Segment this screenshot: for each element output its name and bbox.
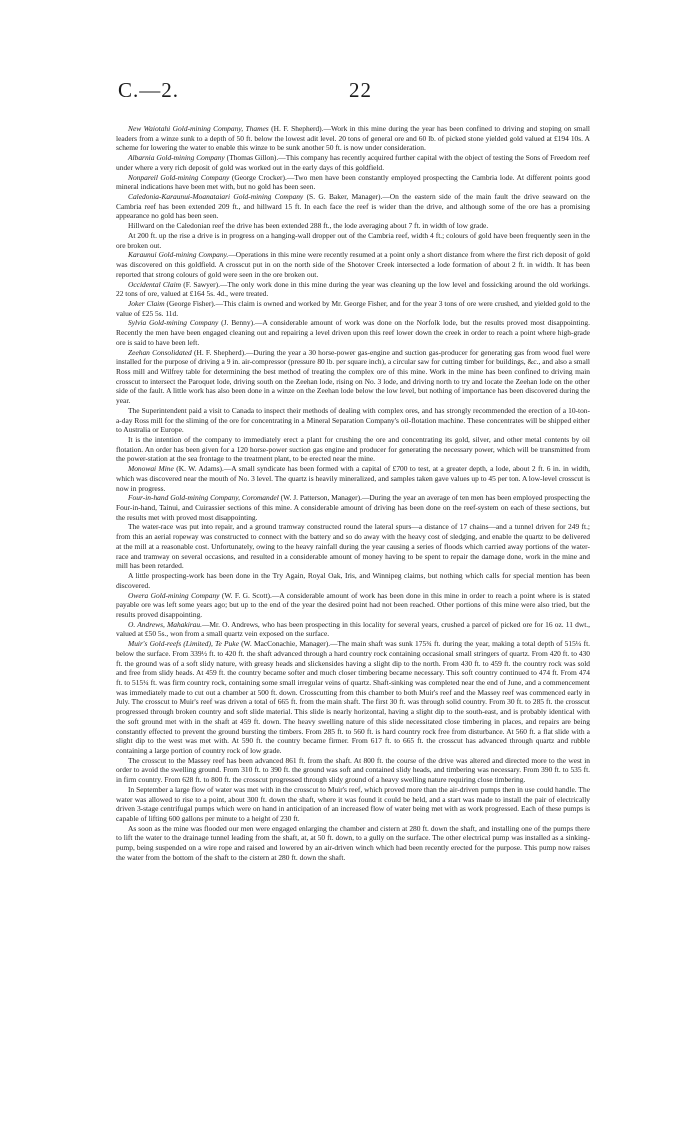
company-name: Karaunui Gold-mining Company.: [128, 250, 229, 260]
paragraph: [116, 250, 590, 279]
paragraph-text: In September a large flow of water was met with in the crosscut to Muir's reef, which proved more than the air-driven pumps then in use could handle. The water was allowed to rise to a point, about 300 ft. down the shaft, where it was found it could be held, and a start was made to install the pair of electrically driven 3-stage centrifugal pumps which were on hand in anticipation of an increased flow of water being met with as work progressed. Each of these pumps is capable of lifting 600 gallons per minute to a height of 230 ft.: [116, 784, 590, 824]
company-name: Joker Claim: [128, 298, 165, 308]
paragraph: [116, 522, 590, 571]
company-name: Albarnia Gold-mining Company: [128, 153, 225, 163]
company-name: O. Andrews, Mahakirau.: [128, 619, 202, 629]
paragraph-text: —Operations in this mine were recently resumed at a point only a short distance from where the first rich deposit of gold was discovered on this goldfield. A crosscut put in on the north side of the Shotover Creek intersected a lode formation of about 2 ft. in width. It has been reported that strong colours of gold were seen in the ore broken out.: [116, 250, 590, 279]
paragraph: [116, 153, 590, 172]
paragraph: [116, 124, 590, 153]
paragraph: [116, 406, 590, 435]
paragraph-text: —Mr. O. Andrews, who has been prospecting in this locality for several years, crushed a parcel of picked ore for 16 oz. 11 dwt., valued at £50 5s., won from a small quartz vein exposed on the surface.: [116, 619, 590, 639]
paragraph: [116, 192, 590, 221]
paragraph-text: (H. F. Shepherd).—During the year a 30 horse-power gas-engine and suction gas-producer for generating gas from wood fuel were installed for the purpose of driving a 9 in. air-compressor (pressure 80 lb. per square inch), a circular saw for cutting timber for buildings, &c., and also a small Ross mill and Wilfrey table for determining the best method of treating the complex ore of this mine. Work in the mine has been confined to driving main crosscut to intersect the Paroquet lode, driving south on the Zeehan lode, rising on No. 3 lode, and driving north to try and locate the Zeehan lode on the other side of the fault. A little work has also been done in a winze on the Zeehan lode below the low level, but nothing of importance has been discovered during the year.: [116, 347, 590, 406]
company-name: Owera Gold-mining Company: [128, 590, 220, 600]
company-name: Four-in-hand Gold-mining Company, Coromandel: [128, 493, 279, 503]
paragraph: [116, 639, 590, 756]
paragraph-text: The Superintendent paid a visit to Canada to inspect their methods of dealing with complex ores, and has strongly recommended the erection of a 10-ton-a-day Ross mill for the sliming of the ore for concentrating in a Mineral Separation Company's oil-flotation machine. These concentrates will be shipped either to Australia or Europe.: [116, 405, 590, 435]
paragraph: [116, 824, 590, 863]
company-name: Caledonia-Karaunui-Moanataiari Gold-mining Company: [128, 192, 304, 202]
paragraph-text: (Thomas Gillon).—This company has recently acquired further capital with the object of testing the Sons of Freedom reef under where a very rich deposit of gold was worked out in the early days of this goldfield.: [116, 153, 591, 172]
paragraph-text: A little prospecting-work has been done in the Try Again, Royal Oak, Iris, and Winnipeg claims, but nothing which calls for special mention has been discovered.: [116, 571, 590, 590]
page-number: 22: [349, 78, 372, 102]
company-name: Occidental Claim: [128, 279, 182, 289]
paragraph-text: (K. W. Adams).—A small syndicate has been formed with a capital of £700 to test, at a greater depth, a lode, about 2 ft. 6 in. in width, which was discovered near the mouth of No. 3 level. The quartz is heavily mineralized, and samples taken gave values up to 45 per ton. A low-level crosscut is now in progress.: [116, 464, 590, 493]
paragraph-text: (W. MacConachie, Manager).—The main shaft was sunk 175¾ ft. during the year, making a total depth of 515¼ ft. below the surface. From 339½ ft. to 420 ft. the shaft advanced through a hard country rock containing occasional small stringers of quartz. From 420 ft. to 430 ft. the ground was of a soft slidy nature, with greasy heads and slickensides having a slight dip to the north. From 430 ft. to 459 ft. the country rock was sold and free from slidy heads. At 459 ft. the country became softer and much closer timbering became necessary. This soft country continued to 474 ft. From 474 ft. to 515¼ ft. was firm country rock, containing some small irregular veins of quartz. Shaft-sinking was completed near the end of June, and a commencement was immediately made to cut out a chamber at 500 ft. down. Crosscutting from this chamber to both Muir's reef and the Massey reef was commenced early in July. The crosscut to Muir's reef was driven a total of 665 ft. from the main shaft. The first 30 ft. was through solid country. From 30 ft. to 285 ft. the crosscut progressed through broken country and soft slide material. This slide is nearly horizontal, having a slight dip to the south-east, and is probably identical with the soft ground met with in the shaft at 459 ft. down. The heavy swelling nature of this slide necessitated close timbering in places, and repairs are being constantly effected to prevent the ground bursting the timbers. From 285 ft. to 560 ft. is hard country rock free from disturbance. At 560 ft. a flat slide with a slight dip to the west was met with. At 590 ft. the country became firmer. From 617 ft. to 665 ft. the crosscut has advanced through quartz and rubble containing a large portion of country rock of low grade.: [116, 639, 590, 755]
page-header: [0, 78, 700, 104]
paragraph: [116, 620, 590, 639]
paragraph-text: (George Fisher).—This claim is owned and worked by Mr. George Fisher, and for the year 3 tons of ore were crushed, and yielded gold to the value of £25 5s. 11d.: [116, 298, 590, 318]
paragraph: [116, 785, 590, 824]
paragraph: [116, 280, 590, 299]
company-name: Nonpareil Gold-mining Company: [128, 172, 230, 182]
paragraph-text: As soon as the mine was flooded our men were engaged enlarging the chamber and cistern at 280 ft. down the shaft, and installing one of the pumps there to lift the water to the drainage tunnel leading from the shaft, at, at 50 ft. down, to a gully on the surface. The other electrical pump was installed as a sinking-pump, being suspended on a wire rope and raised and lowered by an air-driven winch which had been recently erected for the purpose. This pump now raises the water from the bottom of the shaft to the cistern at 280 ft. down the shaft.: [116, 823, 590, 862]
company-name: Zeehan Consolidated: [128, 347, 192, 357]
paragraph: [116, 318, 590, 347]
company-name: Monowai Mine: [128, 464, 174, 474]
company-name: Muir's Gold-reefs (Limited), Te Puke: [128, 639, 239, 649]
paragraph: [116, 221, 590, 231]
paragraph-text: The crosscut to the Massey reef has been advanced 861 ft. from the shaft. At 800 ft. the course of the drive was altered and directed more to the west in order to avoid the swelling ground. From 310 ft. to 390 ft. the ground was soft and contained slidy heads, and timbering was necessary. From 390 ft. to 535 ft. in firm country. From 628 ft. to 800 ft. the crosscut progressed through slidy ground of a heavy swelling nature requiring close timbering.: [116, 755, 590, 785]
paragraph: [116, 464, 590, 493]
section-code: C.—2.: [118, 78, 180, 102]
paragraph: [116, 493, 590, 522]
paragraph-text: Hillward on the Caledonian reef the drive has been extended 288 ft., the lode averaging about 7 ft. in width of low grade.: [128, 221, 489, 231]
company-name: Sylvia Gold-mining Company: [128, 318, 219, 328]
paragraph-text: (W. F. G. Scott).—A considerable amount of work has been done in this mine in order to reach a point where is is stated payable ore was left some years ago; but up to the end of the year the desired point had not been reached. Other portions of this mine were also tried, but the results proved disappointing.: [116, 590, 590, 619]
paragraph-text: (J. Benny).—A considerable amount of work was done on the Norfolk lode, but the results proved most disappointing. Recently the men have been engaged cleaning out and repairing a level driven upon this reef lower down the creek in order to reach a point where high-grade ore is said to have been left.: [116, 318, 590, 347]
paragraph-text: (H. F. Shepherd).—Work in this mine during the year has been confined to driving and stoping on small leaders from a winze sunk to a depth of 50 ft. below the lowest adit level. 20 tons of general ore and 60 lb. of picked stone yielded gold valued at £194 10s. A scheme for lowering the water to enable this winze to be sunk another 50 ft. is now under consideration.: [116, 124, 590, 153]
paragraph-text: (W. J. Patterson, Manager).—During the year an average of ten men has been employed prospecting the Four-in-hand, Tainui, and Cuirassier sections of this mine. A considerable amount of driving has been done on the reef-system on each of these sections, but the results met with proved most disappointing.: [116, 493, 591, 522]
paragraph-text: (S. G. Baker, Manager).—On the eastern side of the main fault the drive seaward on the Cambria reef has been extended 209 ft., and hillward 15 ft. In each face the reef is wider than the drive, and although some of the ore has a promising appearance no gold has been seen.: [116, 192, 590, 221]
paragraph: [116, 231, 590, 250]
paragraph: [116, 756, 590, 785]
paragraph: [116, 435, 590, 464]
paragraph: [116, 348, 590, 406]
paragraph-text: (F. Sawyer).—The only work done in this mine during the year was cleaning up the low level and fossicking around the old workings. 22 tons of ore, valued at £164 5s. 4d., were treated.: [116, 279, 590, 299]
company-name: New Waiotahi Gold-mining Company, Thames: [128, 124, 269, 133]
paragraph-text: (George Crocker).—Two men have been constantly employed prospecting the Cambria lode. At different points good mineral indications have been met with, but no gold has been seen.: [116, 172, 590, 192]
paragraph: [116, 571, 590, 590]
paragraph: [116, 591, 590, 620]
paragraph-text: The water-race was put into repair, and a ground tramway constructed round the lateral spurs—a distance of 17 chains—and a tunnel driven for 249 ft.; from this an aerial ropeway was constructed to connect with the battery and so do away with the heavy cost of sledging, and enable the quartz to be delivered at the mill at a reasonable cost. Unfortunately, owing to the heavy rainfall during the year causing a series of floods which carried away portions of the water-race and tramway on several occasions, and resulted in a considerable amount of money having to be spent to repair the damage done, work in the mine and mill has been retarded.: [116, 522, 590, 571]
paragraph: [116, 173, 590, 192]
paragraph-text: It is the intention of the company to immediately erect a plant for crushing the ore and concentrating its gold, silver, and other metal contents by oil flotation. An order has been given for a 120 horse-power suction gas engine and producer for generating the necessary power, which will be transmitted from the power-station at the sea frontage to the treatment plant, to be erected near the mine.: [116, 435, 590, 464]
paragraph: [116, 299, 590, 318]
paragraph-text: At 200 ft. up the rise a drive is in progress on a hanging-wall dropper out of the Cambria reef, width 4 ft.; colours of gold have been frequently seen in the ore broken out.: [116, 230, 590, 250]
report-body: [116, 124, 590, 863]
